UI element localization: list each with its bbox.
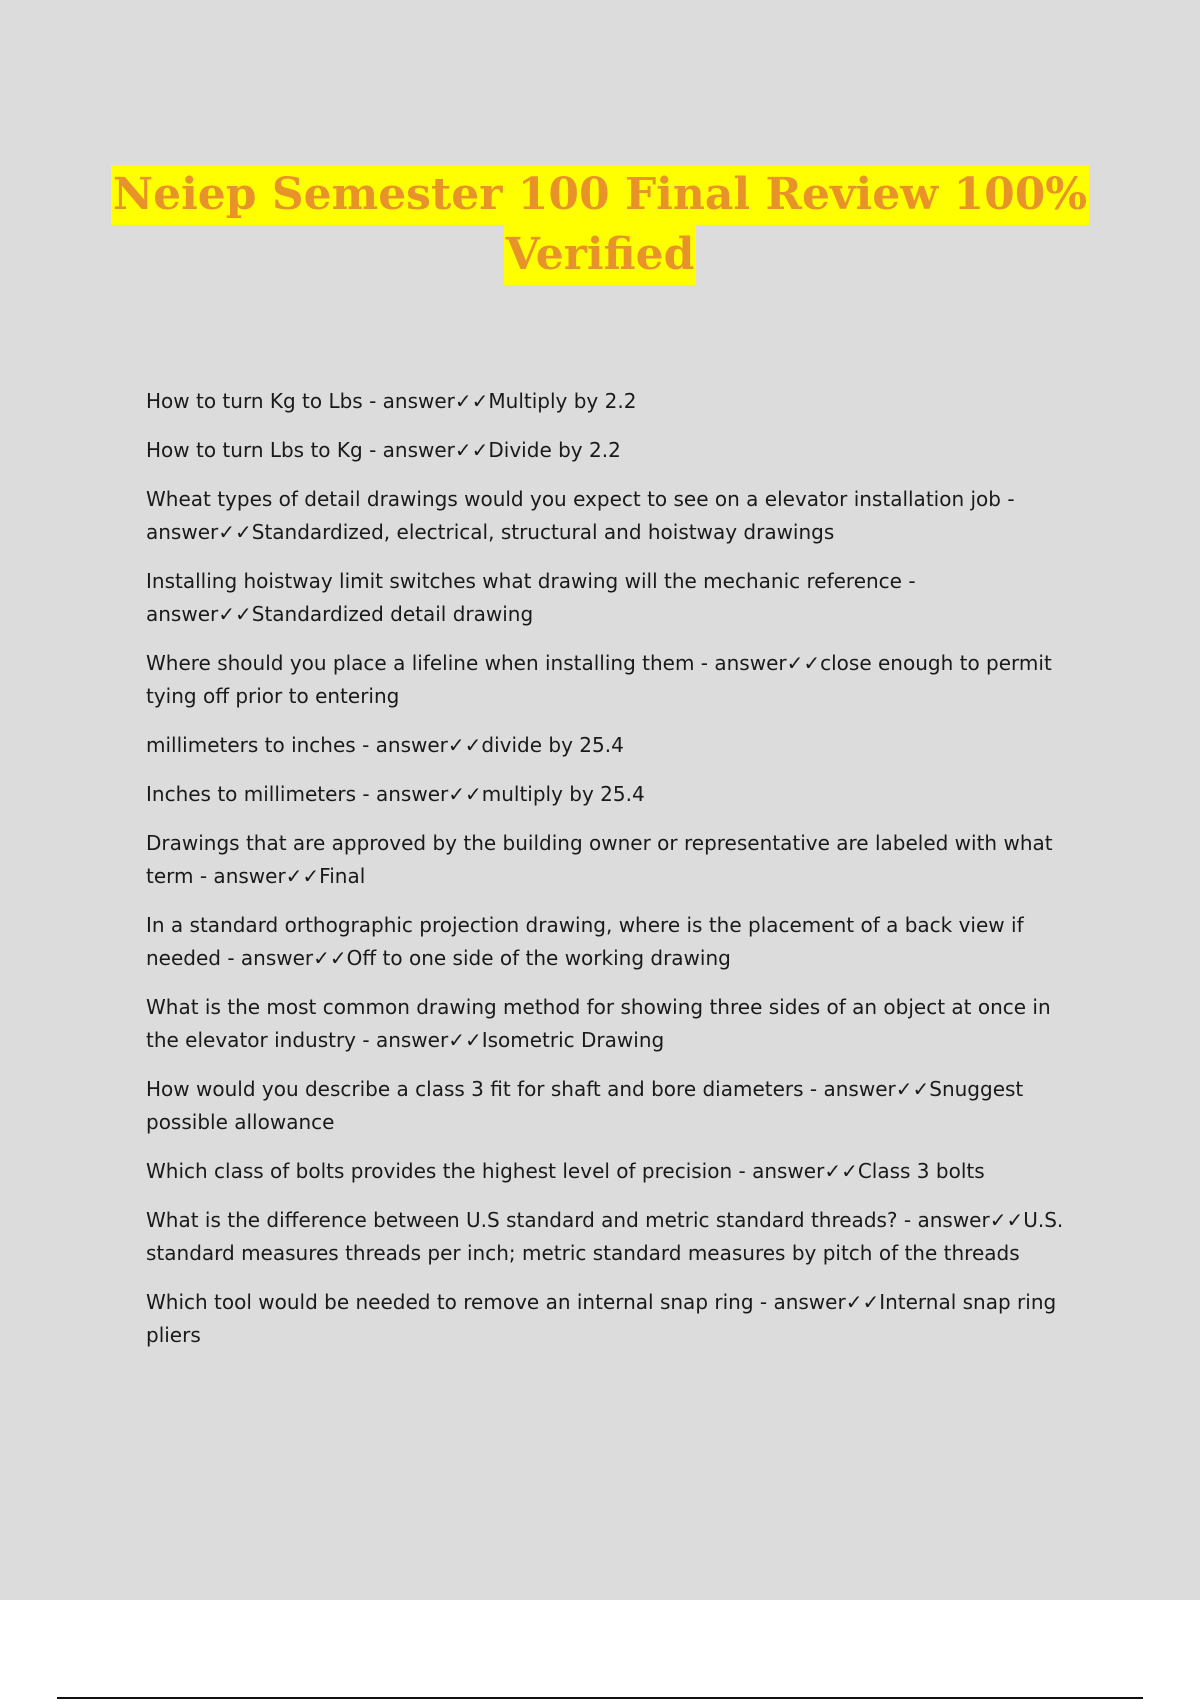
title-line-1: Neiep Semester 100 Final Review 100% bbox=[111, 165, 1089, 225]
qa-item: What is the difference between U.S standard and metric standard threads? - answer✓✓U.S. standard measures threads per inch; metric standard measures by pitch of the threads bbox=[146, 1208, 1064, 1265]
footer-divider bbox=[57, 1697, 1143, 1699]
qa-list bbox=[146, 385, 1086, 1368]
qa-item: Drawings that are approved by the building owner or representative are labeled with what term - answer✓✓Final bbox=[146, 831, 1053, 888]
qa-item: Wheat types of detail drawings would you expect to see on a elevator installation job - answer✓✓Standardized, electrical, structural and hoistway drawings bbox=[146, 487, 1015, 544]
qa-item: Where should you place a lifeline when installing them - answer✓✓close enough to permit tying off prior to entering bbox=[146, 651, 1052, 708]
qa-item: Which class of bolts provides the highest level of precision - answer✓✓Class 3 bolts bbox=[146, 1159, 985, 1183]
qa-item: millimeters to inches - answer✓✓divide by 25.4 bbox=[146, 733, 624, 757]
qa-item: Which tool would be needed to remove an internal snap ring - answer✓✓Internal snap ring pliers bbox=[146, 1290, 1057, 1347]
qa-item: How to turn Kg to Lbs - answer✓✓Multiply by 2.2 bbox=[146, 389, 637, 413]
qa-item: Installing hoistway limit switches what drawing will the mechanic reference - answer✓✓Standardized detail drawing bbox=[146, 569, 916, 626]
qa-item: How to turn Lbs to Kg - answer✓✓Divide by 2.2 bbox=[146, 438, 621, 462]
qa-item: What is the most common drawing method for showing three sides of an object at once in the elevator industry - answer✓✓Isometric Drawing bbox=[146, 995, 1051, 1052]
document-title bbox=[100, 165, 1100, 285]
qa-item: In a standard orthographic projection drawing, where is the placement of a back view if needed - answer✓✓Off to one side of the working drawing bbox=[146, 913, 1024, 970]
qa-item: Inches to millimeters - answer✓✓multiply by 25.4 bbox=[146, 782, 645, 806]
qa-item: How would you describe a class 3 fit for shaft and bore diameters - answer✓✓Snuggest possible allowance bbox=[146, 1077, 1024, 1134]
title-line-2: Verified bbox=[504, 225, 697, 285]
